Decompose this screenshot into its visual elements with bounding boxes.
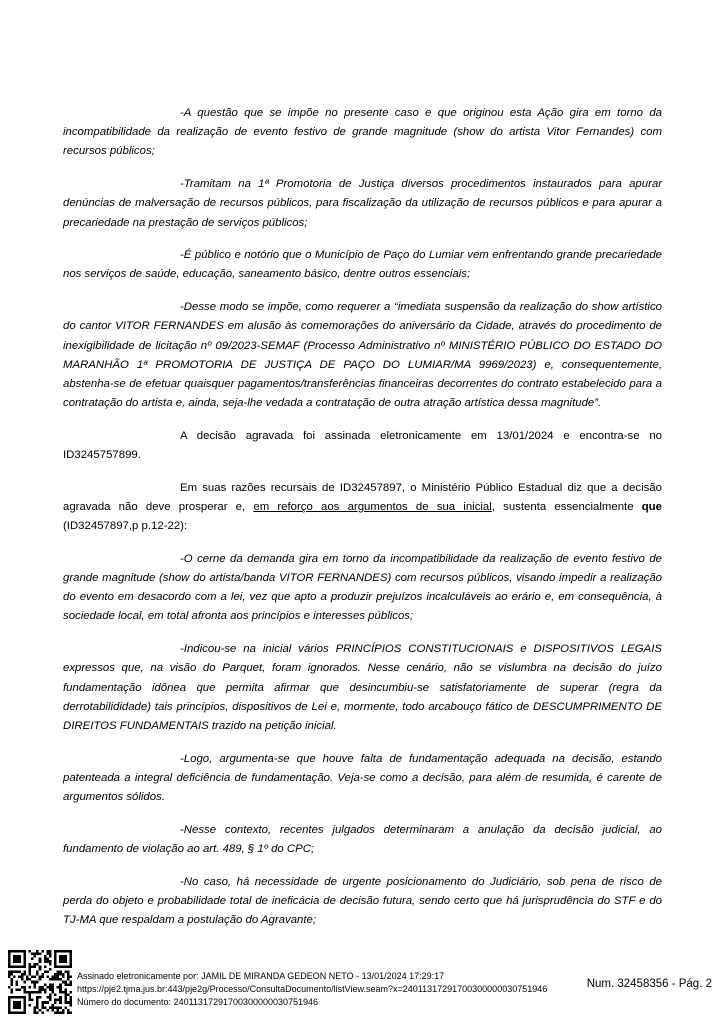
reasons-underlined-phrase: em reforço aos argumentos de sua inicial	[253, 500, 492, 513]
signature-line: Assinado eletronicamente por: JAMIL DE MIRANDA GEDEON NETO - 13/01/2024 17:29:17	[77, 971, 445, 981]
document-number-line	[77, 996, 547, 1009]
paragraph-quote-principios: -Indicou-se na inicial vários PRINCÍPIOS CONSTITUCIONAIS e DISPOSITIVOS LEGAIS expressos que, na visão do Parquet, foram ignorados. Nesse cenário, não se vislumbra na decisão do juízo fundamentação idônea que permita afirmar que desincumbiu-se satisfatoriamente de superar (regra da derrotabilididade) tais princípios, dispositivos de Lei e, mormente, todo arcabouço fático de DESCUMPRIMENTO DE DIREITOS FUNDAMENTAIS trazido na petição inicial.	[63, 643, 662, 732]
signature-block	[77, 970, 547, 1010]
reasons-bold-que: que	[641, 500, 662, 513]
qr-code-icon	[8, 950, 72, 1014]
paragraph-quote-urgencia: -No caso, há necessidade de urgente posicionamento do Judiciário, sob pena de risco de perda do objeto e probabilidade total de ineficácia de decisão futura, sendo certo que há jurisprudência do STF e do TJ-MA que respaldam a postulação do Agravante;	[63, 875, 662, 927]
page-reference: Num. 32458356 - Pág. 2	[586, 978, 712, 990]
paragraph-decision-signed-note: A decisão agravada foi assinada eletronicamente em 13/01/2024 e encontra-se no ID3245757899.	[63, 429, 662, 462]
paragraph-quote-julgados: -Nesse contexto, recentes julgados determinaram a anulação da decisão judicial, ao fundamento de violação ao art. 489, § 1º do CPC;	[63, 823, 662, 855]
document-number-value: 24011317291700300000030751946	[173, 997, 319, 1008]
paragraph-quote-municipio: -É público e notório que o Município de Paço do Lumiar vem enfrentando grande precariedade nos serviços de saúde, educação, saneamento básico, dentre outros essenciais;	[63, 249, 662, 281]
reasons-text-pre: Em suas razões recursais de ID32457897, o Ministério Público Estadual diz que a decisão agravada não deve prosperar e,	[63, 481, 662, 513]
paragraph-quote-promotoria: -Tramitam na 1ª Promotoria de Justiça diversos procedimentos instaurados para apurar denúncias de malversação de recursos públicos, para fiscalização da utilização de recursos públicos e para apurar a precariedade na prestação de serviços públicos;	[63, 178, 662, 229]
document-verification-url: https://pje2.tjma.jus.br:443/pje2g/Processo/ConsultaDocumento/listView.seam?x=24011317291700300000030751946	[77, 984, 548, 995]
paragraph-quote-suspensao: -Desse modo se impõe, como requerer a “imediata suspensão da realização do show artístico do cantor VITOR FERNANDES em alusão às comemorações do aniversário da Cidade, através do procedimento de inexigibilidade de licitação nº 09/2023-SEMAF (Processo Administrativo nº MINISTÉRIO PÚBLICO DO ESTADO DO MARANHÃO 1ª PROMOTORIA DE JUSTIÇA DE PAÇO DO LUMIAR/MA 9969/2023) e, consequentemente, abstenha-se de efetuar quaisquer pagamentos/transferências financeiras decorrentes do contrato estabelecido para a contratação do artista e, ainda, seja-lhe vedada a contratação de outra atração artística dessa magnitude”.	[63, 301, 662, 410]
paragraph-quote-fundamentacao: -Logo, argumenta-se que houve falta de fundamentação adequada na decisão, estando patenteada a integral deficiência de fundamentação. Veja-se como a decisão, para além de resumida, é carente de argumentos sólidos.	[63, 752, 662, 804]
paragraph-quote-incompatibilidade: -A questão que se impõe no presente caso e que originou esta Ação gira em torno da incompatibilidade da realização de evento festivo de grande magnitude (show do artista Vitor Fernandes) com recursos públicos;	[63, 107, 662, 158]
document-number-label: Número do documento:	[77, 997, 172, 1008]
document-body	[63, 104, 662, 944]
reasons-text-post: (ID32457897,p p.12-22):	[63, 520, 188, 533]
paragraph-recursal-reasons-intro	[63, 479, 662, 537]
paragraph-quote-cerne: -O cerne da demanda gira em torno da incompatibilidade da realização de evento festivo de grande magnitude (show do artista/banda VITOR FERNANDES) com recursos públicos, visando impedir a realização do evento em desacordo com a lei, vez que apto a produzir prejuízos incalculáveis ao erário e, em consequência, à sociedade local, em total afronta aos princípios e interesses públicos;	[63, 552, 662, 623]
reasons-text-mid: , sustenta essencialmente	[491, 500, 642, 513]
